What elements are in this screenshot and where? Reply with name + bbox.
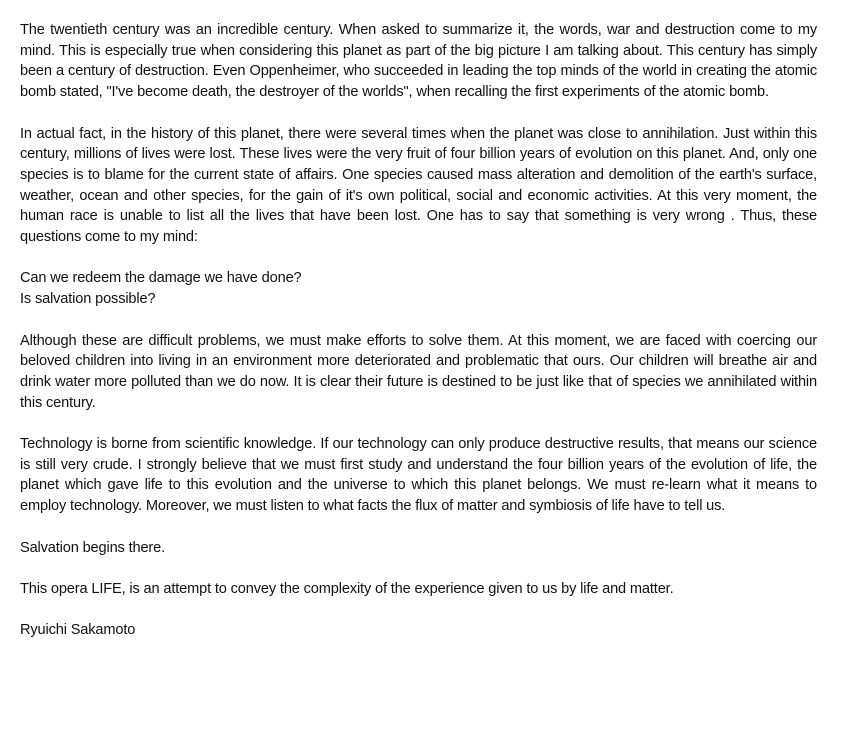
paragraph-technology: Technology is borne from scientific knowledge. If our technology can only produce destructive results, that means our science is still very crude. I strongly believe that we must first study and understand the four billion years of the evolution of life, the planet which gave life to this evolution and the universe to which this planet belongs. We must re-learn what it means to employ technology. Moreover, we must listen to what facts the flux of matter and symbiosis of life have to tell us. xyxy=(20,436,817,515)
paragraph-difficult-problems: Although these are difficult problems, we must make efforts to solve them. At this moment, we are faced with coercing our beloved children into living in an environment more deteriorated and problematic that ours. Our children will breathe air and drink water more polluted than we do now. It is clear their future is destined to be just like that of species we annihilated within this century. xyxy=(20,332,817,411)
questions-block xyxy=(20,268,817,309)
salvation-line: Salvation begins there. xyxy=(20,539,166,556)
question-salvation: Is salvation possible? xyxy=(20,291,156,308)
document-body xyxy=(20,20,817,641)
question-redeem: Can we redeem the damage we have done? xyxy=(20,270,302,287)
paragraph-twentieth-century: The twentieth century was an incredible century. When asked to summarize it, the words, war and destruction come to my mind. This is especially true when considering this planet as part of the big picture I am talking about. This century has simply been a century of destruction. Even Oppenheimer, who succeeded in leading the top minds of the world in creating the atomic bomb stated, "I've become death, the destroyer of the worlds", when recalling the first experiments of the atomic bomb. xyxy=(20,22,817,101)
closing-line: This opera LIFE, is an attempt to convey the complexity of the experience given to us by life and matter. xyxy=(20,580,674,597)
signature: Ryuichi Sakamoto xyxy=(20,622,136,639)
paragraph-annihilation: In actual fact, in the history of this planet, there were several times when the planet was close to annihilation. Just within this century, millions of lives were lost. These lives were the very fruit of four billion years of evolution on this planet. And, only one species is to blame for the current state of affairs. One species caused mass alteration and demolition of the earth's surface, weather, ocean and other species, for the gain of it's own political, social and economic activities. At this very moment, the human race is unable to list all the lives that have been lost. One has to say that something is very wrong . Thus, these questions come to my mind: xyxy=(20,125,817,246)
